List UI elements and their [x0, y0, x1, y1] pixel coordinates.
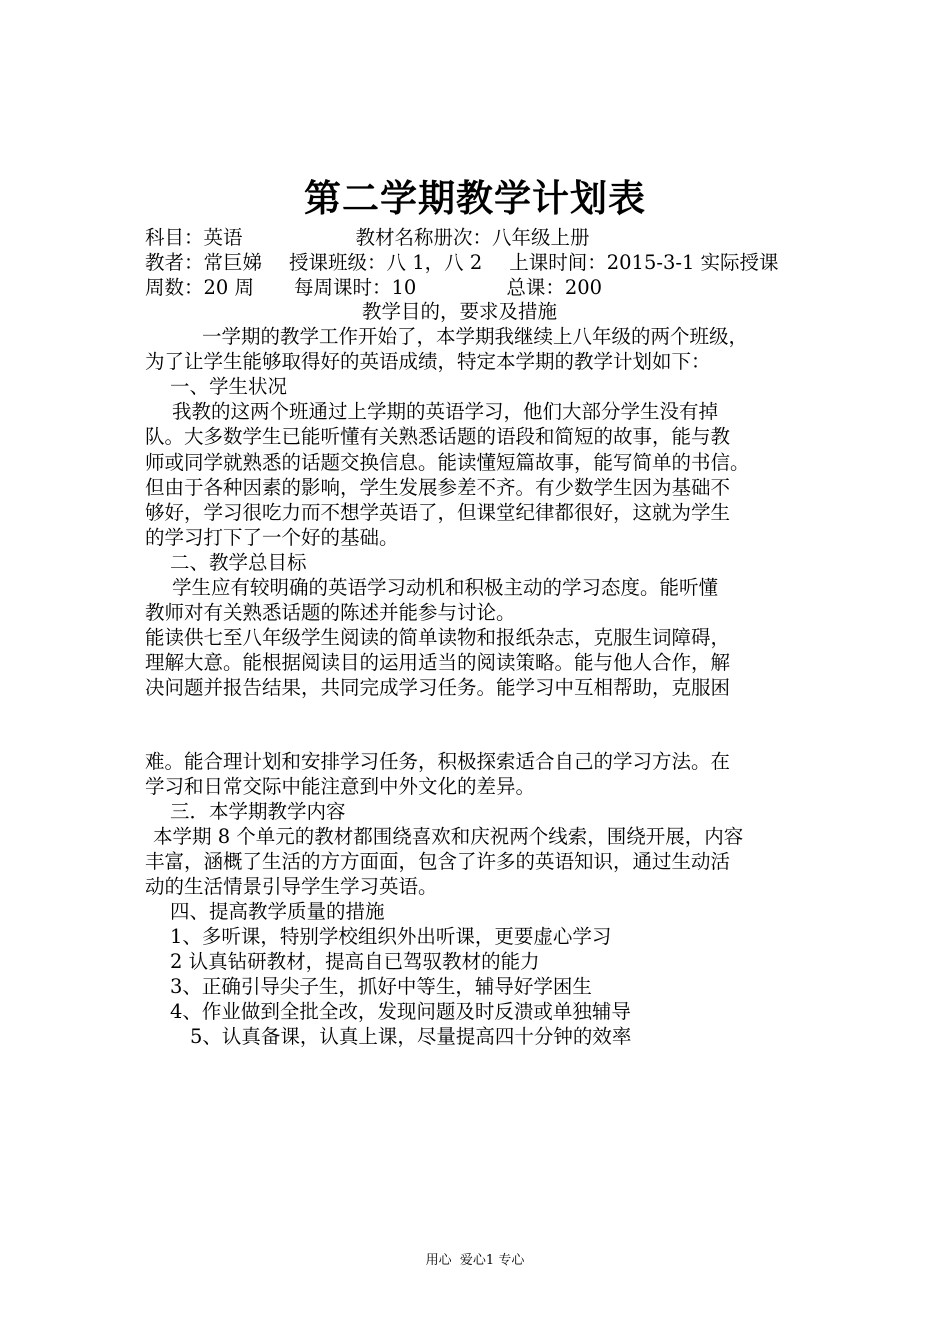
paragraph-line: 学生应有较明确的英语学习动机和积极主动的学习态度。能听懂: [172, 576, 719, 599]
section-heading: 教学目的，要求及措施: [362, 300, 558, 323]
paragraph-line: 动的生活情景引导学生学习英语。: [145, 875, 438, 898]
paragraph-line: 本学期 8 个单元的教材都围绕喜欢和庆祝两个线索，围绕开展，内容: [153, 825, 744, 848]
teacher-field: 教者：常巨娣: [145, 251, 263, 274]
quality-measures-heading: 四、提高教学质量的措施: [170, 900, 385, 923]
weekly-hours-field: 每周课时：10: [294, 276, 417, 299]
paragraph-line: 学习和日常交际中能注意到中外文化的差异。: [145, 775, 536, 798]
teaching-content-heading: 三．本学期教学内容: [170, 800, 346, 823]
document-title: 第二学期教学计划表: [304, 177, 646, 220]
start-date-field: 上课时间：2015-3-1 实际授课: [509, 251, 779, 274]
paragraph-line: 理解大意。能根据阅读目的运用适当的阅读策略。能与他人合作，解: [145, 651, 731, 674]
paragraph-line: 的学习打下了一个好的基础。: [145, 526, 399, 549]
intro-line: 为了让学生能够取得好的英语成绩，特定本学期的教学计划如下：: [145, 350, 711, 373]
info-line-3: [145, 275, 602, 300]
paragraph-line: 师或同学就熟悉的话题交换信息。能读懂短篇故事，能写简单的书信。: [145, 451, 750, 474]
paragraph-line: 能读供七至八年级学生阅读的简单读物和报纸杂志，克服生词障碍，: [145, 626, 731, 649]
paragraph-line: 但由于各种因素的影响，学生发展参差不齐。有少数学生因为基础不: [145, 476, 731, 499]
paragraph-line: 教师对有关熟悉话题的陈述并能参与讨论。: [145, 601, 516, 624]
paragraph-line: 我教的这两个班通过上学期的英语学习，他们大部分学生没有掉: [172, 400, 719, 423]
teaching-goals-heading: 二、教学总目标: [170, 551, 307, 574]
measure-item: 1、多听课，特别学校组织外出听课，更要虚心学习: [170, 925, 612, 948]
info-line-1: [145, 225, 590, 250]
measure-item: 5、认真备课，认真上课，尽量提高四十分钟的效率: [190, 1025, 632, 1048]
paragraph-line: 决问题并报告结果，共同完成学习任务。能学习中互相帮助，克服困: [145, 676, 731, 699]
page-footer: 用心 爱心1 专心: [425, 1253, 525, 1268]
paragraph-line: 队。大多数学生已能听懂有关熟悉话题的语段和简短的故事，能与教: [145, 425, 731, 448]
paragraph-line: 够好，学习很吃力而不想学英语了，但课堂纪律都很好，这就为学生: [145, 501, 731, 524]
subject-field: 科目：英语: [145, 226, 243, 249]
measure-item: 3、正确引导尖子生，抓好中等生，辅导好学困生: [170, 975, 592, 998]
paragraph-line: 丰富，涵概了生活的方方面面，包含了许多的英语知识，通过生动活: [145, 850, 731, 873]
classes-field: 授课班级：八 1，八 2: [289, 251, 483, 274]
measure-item: 2 认真钻研教材，提高自已驾驭教材的能力: [170, 950, 540, 973]
measure-item: 4、作业做到全批全改，发现问题及时反溃或单独辅导: [170, 1000, 631, 1023]
paragraph-line: 难。能合理计划和安排学习任务，积极探索适合自己的学习方法。在: [145, 750, 731, 773]
textbook-field: 教材名称册次：八年级上册: [355, 226, 590, 249]
student-status-heading: 一、学生状况: [170, 375, 288, 398]
total-lessons-field: 总课：200: [506, 276, 603, 299]
info-line-2: [145, 250, 779, 275]
weeks-field: 周数：20 周: [145, 276, 255, 299]
intro-line: 一学期的教学工作开始了，本学期我继续上八年级的两个班级，: [202, 325, 749, 348]
